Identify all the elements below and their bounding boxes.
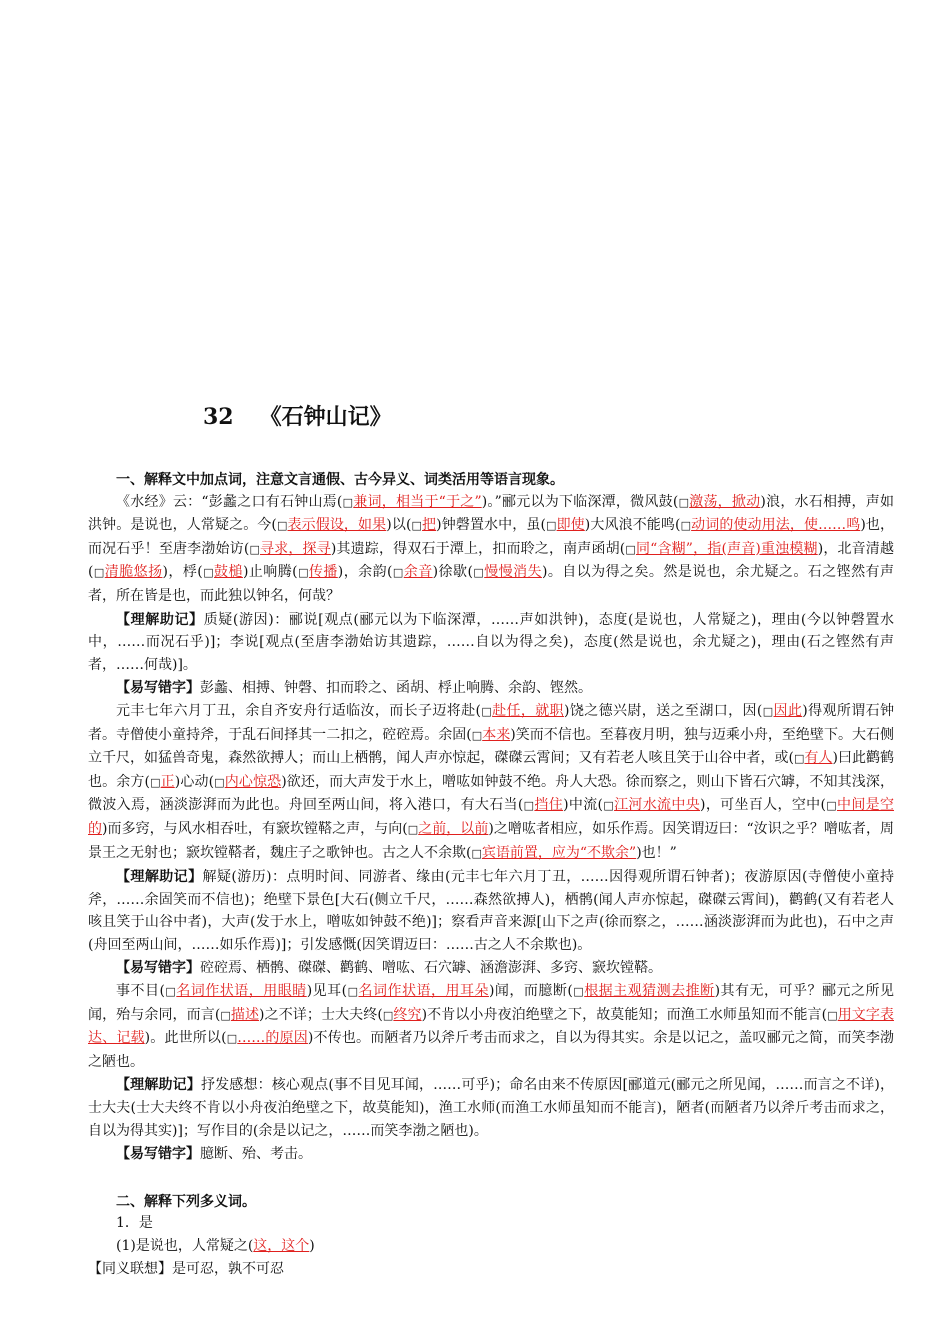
assoc-tag: 【同义联想】 <box>88 1260 172 1277</box>
passage-text: )。自以为得之矣。然是说也，余尤疑之。石之铿然有声者，所在皆是也，而此独以钟名，何哉？ <box>88 564 894 604</box>
answer-text: 激荡，掀动 <box>689 493 761 510</box>
passage-text: )徐歇( <box>432 564 473 581</box>
passage-text: )饶之德兴尉，送之至湖口，因( <box>564 702 763 719</box>
answer-text: 兼词，相当于“于之” <box>353 493 482 510</box>
blank-box-icon: □ <box>825 799 837 813</box>
answer-text: 有人 <box>804 750 833 767</box>
blank-box-icon: □ <box>276 519 288 533</box>
passage-text: )其遗踪，得双石于潭上，扣而聆之，南声函胡( <box>330 540 626 557</box>
typo-tag: 【易写错字】 <box>116 679 200 696</box>
passage-text: 《水经》云：“彭蠡之口有石钟山焉( <box>116 493 343 510</box>
question-close: ) <box>309 1238 315 1254</box>
blank-box-icon: □ <box>347 985 359 999</box>
answer-text: 挡住 <box>534 797 564 814</box>
answer-text: 余音 <box>403 564 433 581</box>
blank-box-icon: □ <box>471 846 482 860</box>
blank-box-icon: □ <box>572 985 585 999</box>
answer-text: 鼓槌 <box>214 564 243 581</box>
passage-text: )欲还，而大声发于水上，噌吰如钟鼓不绝。舟人大恐。徐而察之，则山下皆石穴罅，不知其浅深，微波入焉，涵淡澎湃而为此也。舟回至两山间，将入港口，有大石当( <box>88 773 894 814</box>
passage-text: )钟磬置水中，虽( <box>436 517 546 534</box>
note-text: 解疑(游历)：点明时间、同游者、缘由(元丰七年六月丁丑，……因得观所谓石钟者)；夜游原因(寺僧使小童持斧，……余固笑而不信也)；绝壁下景色[大石(侧立千尺，……森然欲搏人)，栖鹘(闻人声亦惊起，磔磔云霄间)，鹳鹤(又有若老人咳且笑于山谷中者)，大声(发于水上，噌吰如钟鼓不绝)]；察看声音来源[山下之声(徐而察之，……涵淡澎湃而为此也)，石中之声(舟回至两山间，……如乐作焉)]；引发感慨(因笑谓迈曰：……古之人不余欺也)。 <box>88 869 895 953</box>
blank-box-icon: □ <box>202 566 215 580</box>
section2-heading: 二、解释下列多义词。 <box>116 1192 256 1209</box>
typo-tag: 【易写错字】 <box>116 1145 200 1162</box>
passage-text: )得观所谓石钟者。寺僧使小童持斧，于乱石间择其一二扣之，硿硿焉。余固( <box>88 702 894 743</box>
passage-text: )心动( <box>174 773 215 790</box>
passage-text: )，可坐百人，空中( <box>700 797 826 814</box>
answer-text: 根据主观猜测去推断 <box>584 983 715 1000</box>
blank-box-icon: □ <box>297 566 309 580</box>
blank-box-icon: □ <box>762 704 774 718</box>
blank-box-icon: □ <box>523 799 535 813</box>
typo-text: 彭蠡、相搏、钟磬、扣而聆之、函胡、桴止响腾、余韵、铿然。 <box>200 680 592 697</box>
note-tag: 【理解助记】 <box>116 868 203 885</box>
answer-text: 因此 <box>773 702 803 719</box>
blank-box-icon: □ <box>625 542 636 556</box>
passage-text: )曰此鹳鹤也。余方( <box>88 750 894 790</box>
blank-box-icon: □ <box>680 519 692 533</box>
page-title <box>0 400 950 431</box>
passage-text: )笑而不信也。至暮夜月明，独与迈乘小舟，至绝壁下。大石侧立千尺，如猛兽奇鬼，森然欲搏人；而山上栖鹘，闻人声亦惊起，磔磔云霄间；又有若老人咳且笑于山谷中者，或( <box>88 726 894 767</box>
passage-text: )止响腾( <box>242 564 298 581</box>
blank-box-icon: □ <box>220 1008 231 1022</box>
answer-text: 表示假设，如果 <box>287 517 387 534</box>
passage-text: )。此世所以( <box>144 1030 227 1047</box>
title-number: 32 <box>203 404 234 430</box>
blank-box-icon: □ <box>382 1008 394 1022</box>
passage-text: )，桴( <box>162 564 203 581</box>
blank-box-icon: □ <box>226 1032 238 1046</box>
answer-text: 慢慢消失 <box>484 564 542 581</box>
blank-box-icon: □ <box>480 704 493 718</box>
answer-text: 本来 <box>482 726 511 743</box>
passage-text: )中流( <box>563 797 603 814</box>
passage-text: )浪，水石相搏，声如洪钟。是说也，人常疑之。今( <box>88 493 894 534</box>
blank-box-icon: □ <box>392 566 404 580</box>
answer-text: 描述 <box>230 1006 260 1023</box>
passage-text: )见耳( <box>306 983 348 1000</box>
assoc-text: 是可忍，孰不可忍 <box>172 1260 284 1277</box>
blank-box-icon: □ <box>214 775 225 789</box>
question-text: (1)是说也，人常疑之( <box>116 1238 254 1254</box>
answer-text: ……的原因 <box>237 1030 308 1047</box>
passage-text: )不肯以小舟夜泊绝壁之下，故莫能知；而渔工水师虽知而不能言( <box>421 1006 828 1023</box>
typo-paragraph-2 <box>88 956 894 980</box>
passage-paragraph-3 <box>88 980 894 1073</box>
answer-text: 清脆悠扬 <box>104 564 163 581</box>
answer-text: 动词的使动用法，使……鸣 <box>691 517 861 534</box>
note-paragraph-1 <box>88 608 894 677</box>
note-paragraph-3 <box>88 1073 894 1142</box>
typo-tag: 【易写错字】 <box>116 959 200 976</box>
answer-text: 名词作状语，用眼睛 <box>176 983 307 1000</box>
note-paragraph-2 <box>88 865 894 956</box>
note-tag: 【理解助记】 <box>116 610 204 627</box>
typo-paragraph-1 <box>88 676 894 700</box>
blank-box-icon: □ <box>249 542 261 556</box>
passage-text: )。”郦元以为下临深潭，微风鼓( <box>481 493 679 510</box>
blank-box-icon: □ <box>794 752 805 766</box>
blank-box-icon: □ <box>149 775 161 789</box>
answer-text: 这，这个 <box>253 1238 310 1254</box>
blank-box-icon: □ <box>164 985 177 999</box>
answer-text: 把 <box>422 517 437 534</box>
blank-box-icon: □ <box>411 519 423 533</box>
typo-text: 硿硿焉、栖鹘、磔磔、鹳鹤、噌吰、石穴罅、涵澹澎湃、多窍、窾坎镗鞳。 <box>200 960 662 977</box>
note-tag: 【理解助记】 <box>116 1076 201 1093</box>
answer-text: 江河水流中央 <box>614 797 701 814</box>
passage-text: )，北音清越( <box>88 540 894 581</box>
synonym-association <box>88 1258 894 1281</box>
passage-text: )不传也。而陋者乃以斧斤考击而求之，自以为得其实。余是以记之，盖叹郦元之简，而笑李渤之陋也。 <box>88 1030 894 1070</box>
answer-text: 宾语前置，应为“不欺余” <box>481 844 637 861</box>
polysemy-question-1 <box>88 1235 894 1258</box>
answer-text: 即使 <box>556 517 585 534</box>
blank-box-icon: □ <box>545 519 557 533</box>
blank-box-icon: □ <box>342 495 354 509</box>
passage-text: 事不目( <box>116 983 165 1000</box>
note-text: 质疑(游因)：郦说[观点(郦元以为下临深潭，……声如洪钟)，态度(是说也，人常疑之)，理由(今以钟磬置水中，……而况石乎)]；李说[观点(至唐李渤始访其遗踪，……自以为得之矣)，态度(然是说也，余尤疑之)，理由(石之铿然有声者，……何哉)]。 <box>88 611 895 673</box>
passage-text: )其有无，可乎？郦元之所见闻，殆与余同，而言( <box>88 983 894 1023</box>
title-name: 《石钟山记》 <box>259 404 392 430</box>
passage-text: )也，而况石乎！至唐李渤始访( <box>88 517 894 557</box>
section-gap <box>88 1166 894 1190</box>
blank-box-icon: □ <box>471 728 483 742</box>
note-text: 抒发感想：核心观点(事不目见耳闻，……可乎)；命名由来不传原因[郦道元(郦元之所见闻，……而言之不详)，士大夫(士大夫终不肯以小舟夜泊绝壁之下，故莫能知)，渔工水师(而渔工水师虽知而不能言)，陋者(而陋者乃以斧斤考击而求之，自以为得其实)]；写作目的(余是以记之，……而笑李渤之陋也)。 <box>88 1077 894 1139</box>
polysemy-item-1: 1．是 <box>116 1215 153 1232</box>
passage-text: )之噌吰者相应，如乐作焉。因笑谓迈曰：“汝识之乎？噌吰者，周景王之无射也；窾坎镗鞳者，魏庄子之歌钟也。古之人不余欺( <box>88 820 894 861</box>
blank-box-icon: □ <box>603 799 615 813</box>
answer-text: 正 <box>160 773 175 790</box>
passage-paragraph-2 <box>88 700 894 865</box>
answer-text: 名词作状语，用耳朵 <box>358 983 489 1000</box>
answer-text: 同“含糊”，指(声音)重浊模糊 <box>635 540 818 557</box>
answer-text: 内心惊恐 <box>224 773 282 790</box>
answer-text: 中间是空的 <box>88 797 894 837</box>
document-body <box>88 468 894 1280</box>
passage-text: )闻，而臆断( <box>488 983 573 1000</box>
blank-box-icon: □ <box>93 566 105 580</box>
passage-text: )，余韵( <box>337 564 393 581</box>
answer-text: 用文字表达、记载 <box>88 1006 894 1047</box>
answer-text: 寻求，探寻 <box>260 540 331 557</box>
passage-text: )也！” <box>636 844 677 861</box>
passage-text: )大风浪不能鸣( <box>584 517 681 534</box>
passage-paragraph-1 <box>88 491 894 608</box>
blank-box-icon: □ <box>407 822 419 836</box>
blank-box-icon: □ <box>472 566 485 580</box>
blank-box-icon: □ <box>678 495 690 509</box>
answer-text: 赴任，就职 <box>492 702 565 719</box>
passage-text: )之不详；士大夫终( <box>259 1006 383 1023</box>
answer-text: 之前，以前 <box>418 820 489 837</box>
typo-paragraph-3 <box>88 1142 894 1166</box>
section1-heading: 一、解释文中加点词，注意文言通假、古今异义、词类活用等语言现象。 <box>116 471 564 487</box>
answer-text: 传播 <box>308 564 338 581</box>
answer-text: 终究 <box>393 1006 422 1023</box>
passage-text: )以( <box>386 517 412 534</box>
blank-box-icon: □ <box>827 1008 838 1022</box>
typo-text: 臆断、殆、考击。 <box>200 1146 312 1163</box>
passage-text: 元丰七年六月丁丑，余自齐安舟行适临汝，而长子迈将赴( <box>116 702 481 719</box>
passage-text: )而多窍，与风水相吞吐，有窾坎镗鞳之声，与向( <box>102 820 408 837</box>
